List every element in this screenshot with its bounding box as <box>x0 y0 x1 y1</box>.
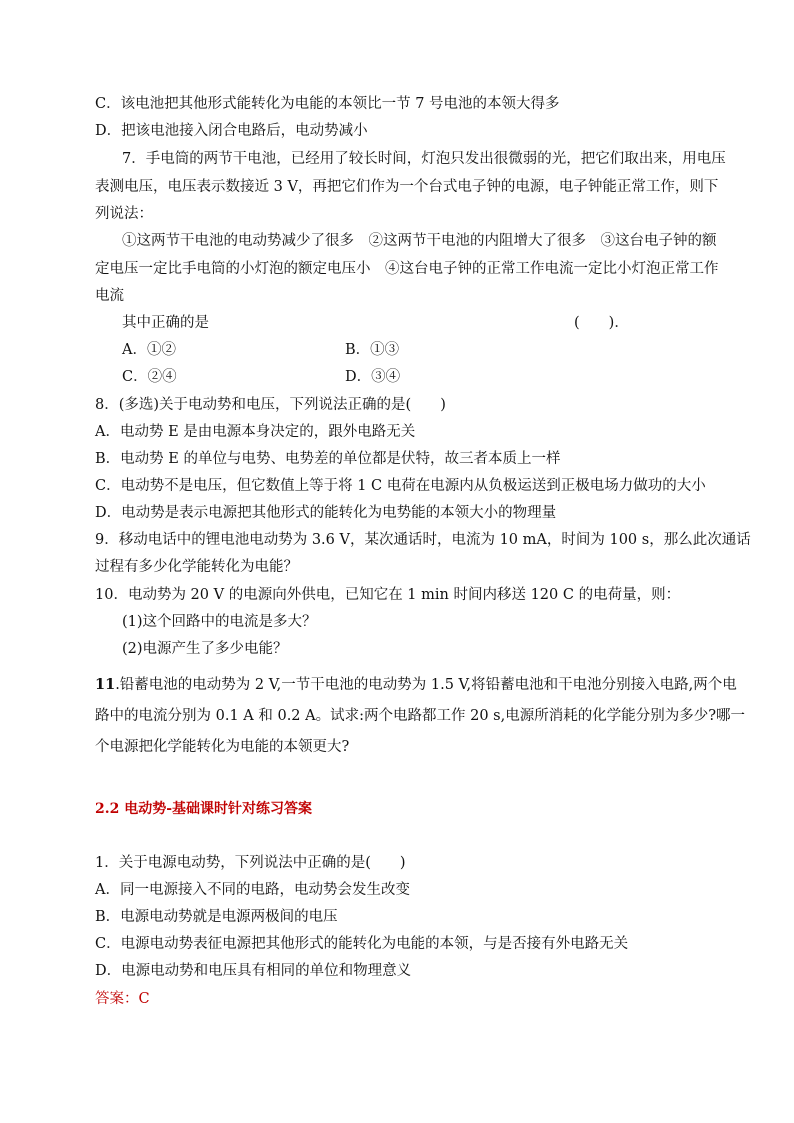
q6-option-c: C．该电池把其他形式能转化为电能的本领比一节 7 号电池的本领大得多 <box>95 96 560 112</box>
q11-stem-line-2: 路中的电流分别为 0.1 A 和 0.2 A。试求:两个电路都工作 20 s,电源所消耗的化学能分别为多少?哪一 <box>95 708 745 724</box>
q11-stem-line-3: 个电源把化学能转化为电能的本领更大? <box>95 739 350 755</box>
q8-option-b: B．电动势 E 的单位与电势、电势差的单位都是伏特，故三者本质上一样 <box>95 451 561 467</box>
q8-option-d: D．电动势是表示电源把其他形式的能转化为电势能的本领大小的物理量 <box>95 505 557 521</box>
q9-stem-line-1: 9．移动电话中的锂电池电动势为 3.6 V，某次通话时，电流为 10 mA，时间为 100 s，那么此次通话 <box>95 532 751 548</box>
a1-option-c: C．电源电动势表征电源把其他形式的能转化为电能的本领，与是否接有外电路无关 <box>95 936 629 952</box>
q7-choice-c: C．②④ <box>122 369 177 385</box>
a1-answer: 答案：C <box>95 991 150 1007</box>
q11-number: 11 <box>95 676 116 693</box>
q7-stem-line-3: 列说法： <box>95 206 153 222</box>
a1-option-d: D．电源电动势和电压具有相同的单位和物理意义 <box>95 963 412 979</box>
answer-section-title: 2.2 电动势-基础课时针对练习答案 <box>95 801 313 817</box>
q8-stem: 8．(多选)关于电动势和电压，下列说法正确的是( ) <box>95 397 446 413</box>
q7-question: 其中正确的是 <box>122 315 209 331</box>
a1-option-b: B．电源电动势就是电源两极间的电压 <box>95 909 338 925</box>
q8-option-a: A．电动势 E 是由电源本身决定的，跟外电路无关 <box>95 424 416 440</box>
a1-stem: 1．关于电源电动势，下列说法中正确的是( ) <box>95 855 406 871</box>
q8-option-c: C．电动势不是电压，但它数值上等于将 1 C 电荷在电源内从负极运送到正极电场力做功的大小 <box>95 478 706 494</box>
q10-part-1: (1)这个回路中的电流是多大？ <box>122 614 317 630</box>
q11-text: .铅蓄电池的电动势为 2 V,一节干电池的电动势为 1.5 V,将铅蓄电池和干电池分别接入电路,两个电 <box>115 677 737 693</box>
q6-option-d: D．把该电池接入闭合电路后，电动势减小 <box>95 123 368 139</box>
q7-stem-line-1: 7．手电筒的两节干电池，已经用了较长时间，灯泡只发出很微弱的光，把它们取出来，用电压 <box>122 151 726 167</box>
q10-part-2: (2)电源产生了多少电能？ <box>122 641 288 657</box>
a1-option-a: A．同一电源接入不同的电路，电动势会发生改变 <box>95 882 410 898</box>
q7-stem-line-2: 表测电压，电压表示数接近 3 V，再把它们作为一个台式电子钟的电源，电子钟能正常工作，则下 <box>95 179 719 195</box>
q7-statement-line-3: 电流 <box>95 288 124 304</box>
q10-stem: 10．电动势为 20 V 的电源向外供电，已知它在 1 min 时间内移送 120 C 的电荷量，则： <box>95 587 681 603</box>
q7-choice-a: A．①② <box>122 342 176 358</box>
q9-stem-line-2: 过程有多少化学能转化为电能？ <box>95 559 298 575</box>
q11-stem-line-1 <box>95 675 737 695</box>
q7-answer-blank: ( )． <box>574 315 629 331</box>
q7-choice-b: B．①③ <box>345 342 400 358</box>
q7-choice-d: D．③④ <box>345 369 401 385</box>
q7-statement-line-2: 定电压一定比手电筒的小灯泡的额定电压小 ④这台电子钟的正常工作电流一定比小灯泡正常工作 <box>95 261 719 277</box>
q7-statement-line-1: ①这两节干电池的电动势减少了很多 ②这两节干电池的内阻增大了很多 ③这台电子钟的额 <box>122 233 717 249</box>
